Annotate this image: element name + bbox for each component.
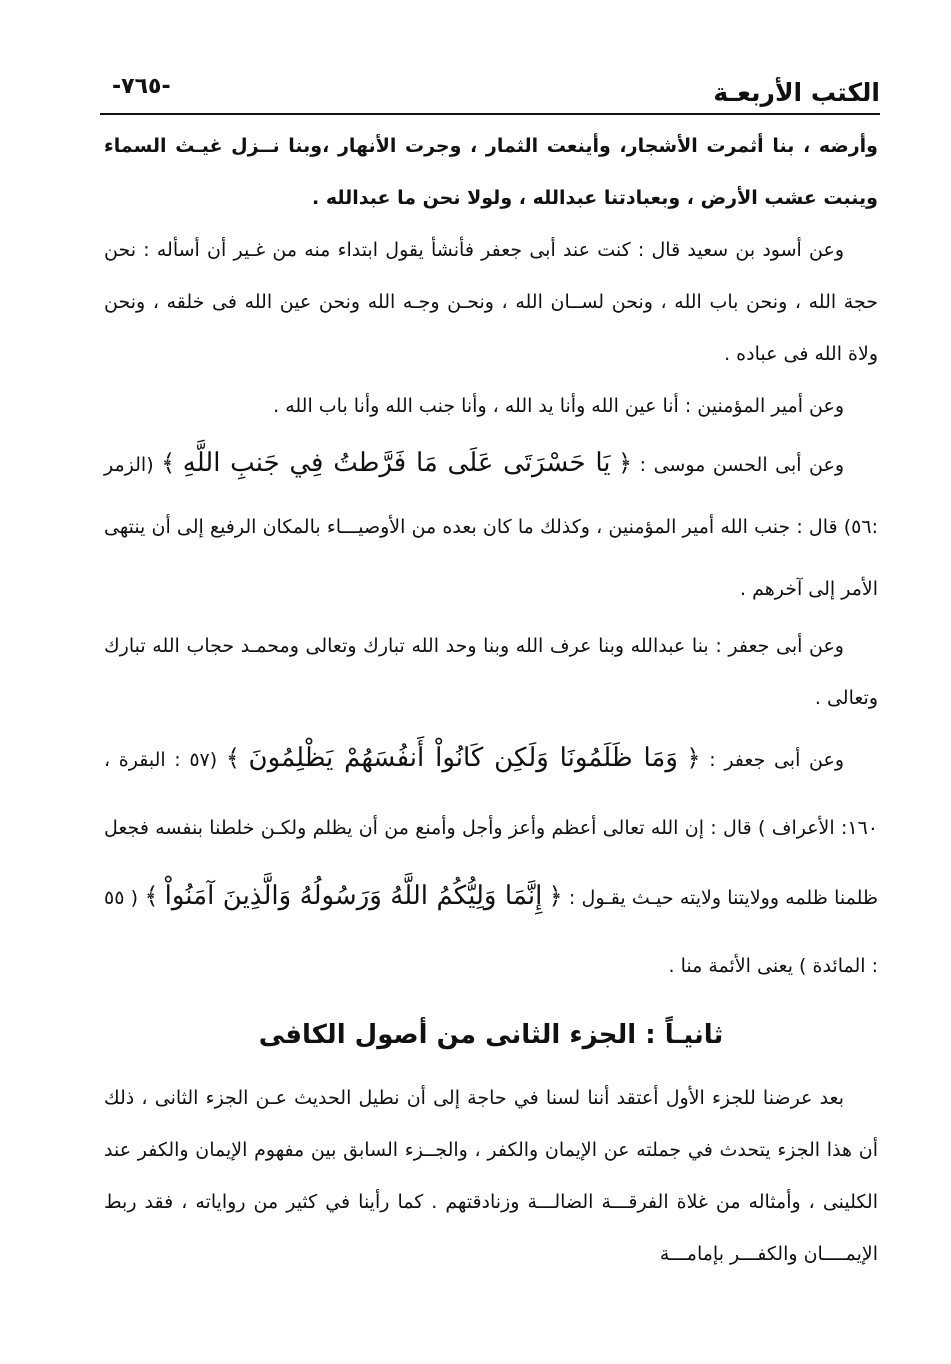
quran-verse: يَا حَسْرَتَى عَلَى مَا فَرَّطتُ فِي جَنبِ اللَّهِ [182,448,611,478]
verse-close-bracket: ﴾ [225,744,240,772]
verse-open-bracket: ﴿ [686,744,701,772]
paragraph-4-tail: (الزمر :٥٦) قال : جنب الله أمير المؤمنين ، وكذلك ما كان بعده من الأوصيـــاء بالمكان الرفيع إلى أن ينتهى الأمر إلى آخرهم . [104,454,878,600]
paragraph-1: وأرضه ، بنا أثمرت الأشجار، وأينعت الثمار ، وجرت الأنهار ،وبنا نــزل غيـث السماء وينبت عشب الأرض ، وبعبادتنا عبدالله ، ولولا نحن ما عبدالله . [104,135,878,209]
paragraph-4 [104,432,878,620]
verse-close-bracket: ﴾ [144,882,159,910]
verse-open-bracket: ﴿ [618,449,633,477]
page-header [100,66,880,114]
paragraph-4-lead: وعن أبى الحسن موسى : [639,454,845,476]
paragraph-6-lead: وعن أبى جعفر : [709,749,844,771]
quran-verse: إِنَّمَا وَلِيُّكُمُ اللَّهُ وَرَسُولُهُ وَالَّذِينَ آمَنُواْ [164,881,543,911]
paragraph-2: وعن أسود بن سعيد قال : كنت عند أبى جعفر فأنشأ يقول ابتداء منه من غـير أن أسأله : نحن حجة الله ، ونحن باب الله ، ونحن لســان الله ، ونحـن وجـه الله ونحن عين الله فى خلقه ، ونحن ولاة الله فى عباده . [104,239,878,365]
paragraph-3: وعن أمير المؤمنين : أنا عين الله وأنا يد الله ، وأنا جنب الله وأنا باب الله . [273,395,844,417]
page-number: -٧٦٥- [112,74,171,99]
paragraph-5: وعن أبى جعفر : بنا عبدالله وبنا عرف الله وبنا وحد الله تبارك وتعالى ومحمـد حجاب الله تبارك وتعالى . [104,635,878,709]
header-divider [100,113,880,115]
verse-open-bracket: ﴿ [548,882,563,910]
paragraph-6-tail-2: ( ٥٥ : المائدة ) يعنى الأئمة منا . [104,887,878,977]
paragraph-6-tail: (٥٧ : البقرة ، ١٦٠: الأعراف ) قال : إن الله تعالى أعظم وأعز وأجل وأمنع من أن يظلم ولكـن خلطنا بنفسه فجعل ظلمنا ظلمه وولايتنا ولايته حيـث يقـول : [104,749,878,909]
verse-close-bracket: ﴾ [161,449,176,477]
section-paragraph: بعد عرضنا للجزء الأول أعتقد أننا لسنا في حاجة إلى أن نطيل الحديث عـن الجزء الثانى ، ذلك أن هذا الجزء يتحدث في جملته عن الإيمان والكفر ، والجــزء السابق بين مفهوم الإيمان والكفر عند الكلينى ، وأمثاله من غلاة الفرقـــة الضالـــة وزنادقتهم . كما رأينا في كثير من رواياته ، فقد ربط الإيمــــان والكفـــر بإمامـــة [104,1087,878,1265]
paragraph-6 [104,724,878,1000]
book-title: الكتب الأربعـة [713,78,880,107]
quran-verse: وَمَا ظَلَمُونَا وَلَكِن كَانُواْ أَنفُسَهُمْ يَظْلِمُونَ [248,743,678,773]
section-heading: ثانيـاً : الجزء الثانى من أصول الكافى [258,1020,724,1050]
main-text [104,120,878,1000]
section-text [104,1072,878,1280]
